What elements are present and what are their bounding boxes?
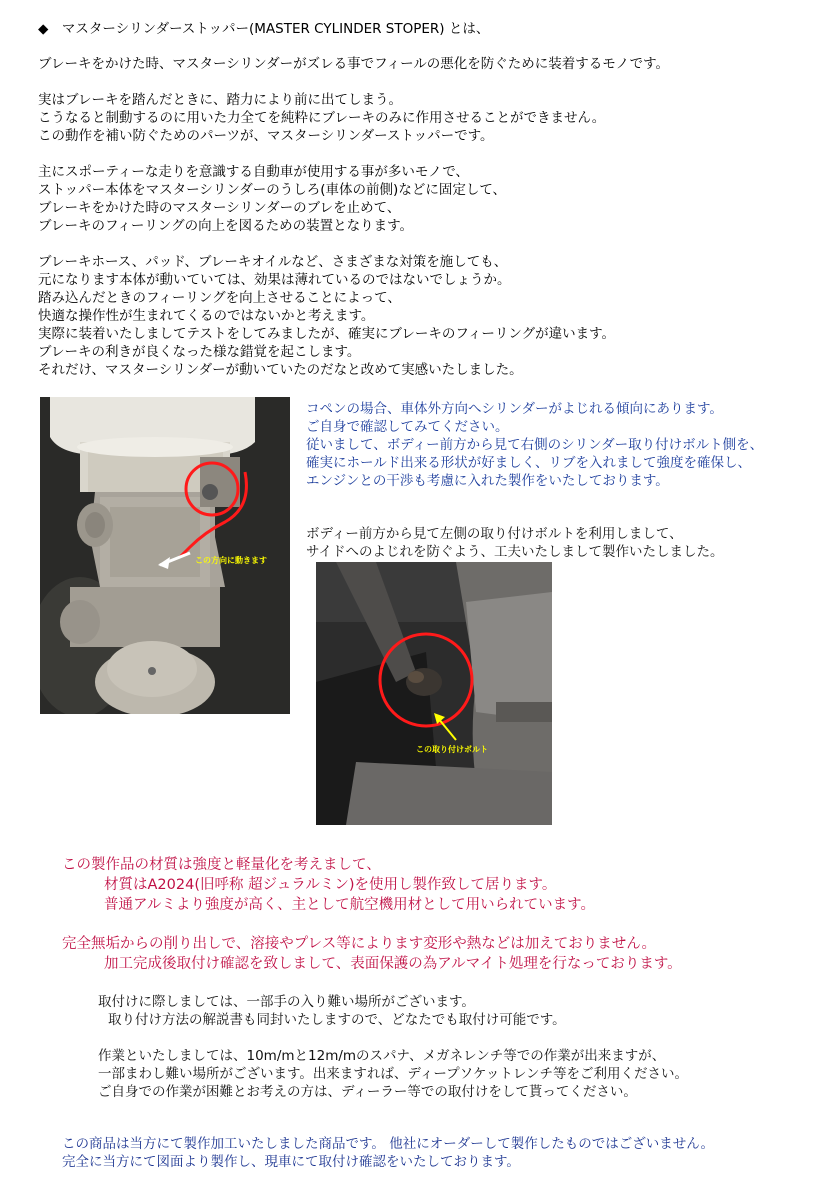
machining-line: 加工完成後取付け確認を致しまして、表面保護の為アルマイト処理を行なっております。 [104,956,682,972]
material-line: この製作品の材質は強度と軽量化を考えまして、 [62,857,381,873]
copen-line: エンジンとの干渉も考慮に入れた製作をいたしております。 [306,473,669,489]
master-cylinder-photo [40,397,290,714]
mounting-bolt-photo [316,562,552,825]
machining-line: 完全無垢からの削り出しで、溶接やプレス等によります変形や熱などは加えておりません。 [62,936,657,952]
copen-line: コペンの場合、車体外方向へシリンダーがよじれる傾向にあります。 [306,401,723,417]
footer-line: この商品は当方にて製作加工いたしました商品です。 他社にオーダーして製作したものではございません。 [62,1136,715,1152]
intro-para3-line: 実際に装着いたしましてテストをしてみましたが、確実にブレーキのフィーリングが違います。 [38,326,615,342]
intro-para3-line: 快適な操作性が生まれてくるのではないかと考えます。 [38,308,375,324]
footer-line: 完全に当方にて図面より製作し、現車にて取付け確認をいたしております。 [62,1154,520,1170]
intro-para1-line: 実はブレーキを踏んだときに、踏力により前に出てしまう。 [38,92,402,108]
install-line: 取り付け方法の解説書も同封いたしますので、どなたでも取付け可能です。 [108,1012,566,1028]
material-line: 材質はA2024(旧呼称 超ジュラルミン)を使用し製作致して居ります。 [104,877,557,893]
left-bolt-line: ボディー前方から見て左側の取り付けボルトを利用しまして、 [306,526,683,542]
intro-para2-line: ブレーキをかけた時のマスターシリンダーのブレを止めて、 [38,200,401,216]
intro-para1-line: こうなると制動するのに用いた力全てを純粋にブレーキのみに作用させることができません。 [38,110,606,126]
intro-para3-line: それだけ、マスターシリンダーが動いていたのだなと改めて実感いたしました。 [38,362,523,378]
intro-para3-line: ブレーキの利きが良くなった様な錯覚を起こします。 [38,344,361,360]
intro-para2-line: ストッパー本体をマスターシリンダーのうしろ(車体の前側)などに固定して、 [38,182,507,198]
work-line: 一部まわし難い場所がございます。出来ますれば、ディープソケットレンチ等をご利用ください。 [98,1066,689,1082]
install-line: 取付けに際しましては、一部手の入り難い場所がございます。 [98,994,475,1010]
intro-para3-line: 踏み込んだときのフィーリングを向上させることによって、 [38,290,401,306]
copen-line: 従いまして、ボディー前方から見て右側のシリンダー取り付けボルト側を、 [306,437,764,453]
work-line: 作業といたしましては、10m/mと12m/mのスパナ、メガネレンチ等での作業が出来ますが、 [98,1048,666,1064]
intro-para2-line: 主にスポーティーな走りを意識する自動車が使用する事が多いモノで、 [38,164,469,180]
copen-line: ご自身で確認してみてください。 [306,419,509,435]
intro-title: ◆ マスターシリンダーストッパー(MASTER CYLINDER STOPER) とは、 [38,21,490,37]
intro-lead: ブレーキをかけた時、マスターシリンダーがズレる事でフィールの悪化を防ぐために装着するモノです。 [38,56,669,72]
photo2-annotation: この取り付けボルト [416,745,488,754]
intro-para3-line: ブレーキホース、パッド、ブレーキオイルなど、さまざまな対策を施しても、 [38,254,508,270]
material-line: 普通アルミより強度が高く、主として航空機用材として用いられています。 [104,897,595,913]
left-bolt-line: サイドへのよじれを防ぐよう、工夫いたしまして製作いたしました。 [306,544,724,560]
work-line: ご自身での作業が困難とお考えの方は、ディーラー等での取付けをして貰ってください。 [98,1084,637,1100]
intro-para2-line: ブレーキのフィーリングの向上を図るための装置となります。 [38,218,414,234]
intro-para1-line: この動作を補い防ぐためのパーツが、マスターシリンダーストッパーです。 [38,128,494,144]
copen-line: 確実にホールド出来る形状が好ましく、リブを入れまして強度を確保し、 [306,455,751,471]
intro-para3-line: 元になります本体が動いていては、効果は薄れているのではないでしょうか。 [38,272,511,288]
photo1-annotation: この方向に動きます [195,556,267,565]
